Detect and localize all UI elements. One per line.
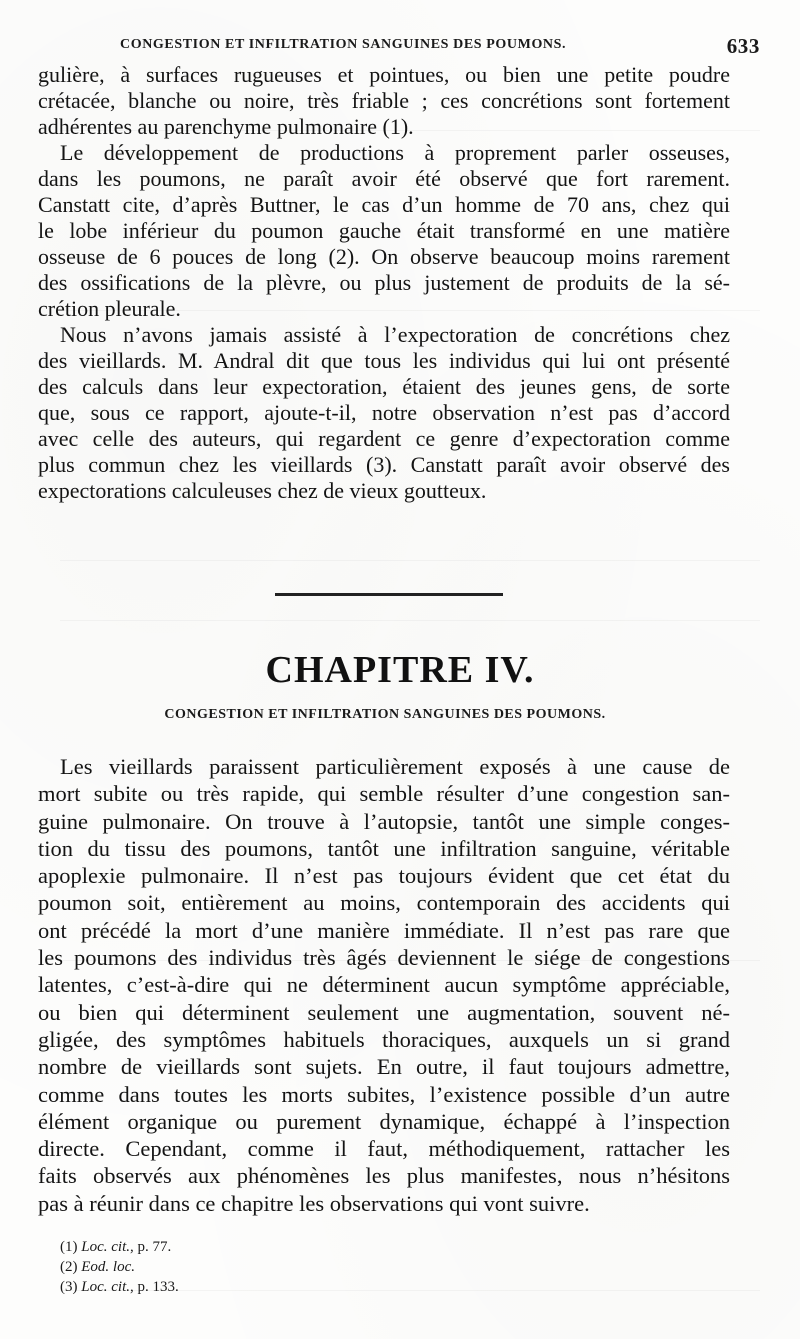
text-line: des ossifications de la plèvre, ou plus justement de produits de la sé- [38, 270, 730, 295]
footnote-number: (3) [60, 1279, 78, 1295]
footnote-reference: Loc. cit. [81, 1279, 130, 1295]
footnotes [60, 1237, 460, 1297]
footnote-page: , p. 77. [130, 1239, 172, 1255]
bleed-through-line [60, 560, 760, 561]
text-line: adhérentes au parenchyme pulmonaire (1). [38, 114, 414, 139]
running-head [120, 34, 760, 60]
text-line: tion du tissu des poumons, tantôt une infiltration sanguine, véritable [38, 835, 730, 861]
text-line: poumon soit, entièrement au moins, contemporain des accidents qui [38, 890, 730, 916]
footnote-number: (2) [60, 1259, 78, 1275]
chapter-subtitle: CONGESTION ET INFILTRATION SANGUINES DES POUMONS. [164, 707, 606, 722]
text-line: ou bien qui déterminent seulement une augmentation, souvent né- [38, 999, 730, 1025]
text-line: dans les poumons, ne paraît avoir été observé que fort rarement. [38, 166, 730, 191]
text-line: crétacée, blanche ou noire, très friable ; ces concrétions sont fortement [38, 88, 730, 113]
text-line: Le développement de productions à proprement parler osseuses, [60, 140, 730, 165]
text-line: mort subite ou très rapide, qui semble résulter d’une congestion san- [38, 781, 730, 807]
footnote-reference: Eod. loc. [81, 1259, 135, 1275]
text-line: faits observés aux phénomènes les plus manifestes, nous n’hésitons [38, 1163, 730, 1189]
chapter-heading: CHAPITRE IV. [265, 649, 535, 691]
text-line: avec celle des auteurs, qui regardent ce genre d’expectoration comme [38, 426, 730, 451]
text-line: comme dans toutes les morts subites, l’existence possible d’un autre [38, 1081, 730, 1107]
text-line: nombre de vieillards sont sujets. En outre, il faut toujours admettre, [38, 1054, 730, 1080]
text-line: gulière, à surfaces rugueuses et pointues, ou bien une petite poudre [38, 62, 730, 87]
footnote-page: , p. 133. [130, 1279, 179, 1295]
text-line: osseuse de 6 pouces de long (2). On observe beaucoup moins rarement [38, 244, 730, 269]
bleed-through-line [60, 620, 760, 621]
text-line: pas à réunir dans ce chapitre les observations qui vont suivre. [38, 1190, 590, 1216]
section-divider-rule [275, 593, 503, 596]
section-1-text [38, 62, 730, 504]
text-line: expectorations calculeuses chez de vieux goutteux. [38, 478, 487, 503]
text-line: Nous n’avons jamais assisté à l’expectoration de concrétions chez [60, 322, 730, 347]
footnote-reference: Loc. cit. [81, 1239, 130, 1255]
text-line: guine pulmonaire. On trouve à l’autopsie, tantôt une simple conges- [38, 808, 730, 834]
text-line: apoplexie pulmonaire. Il n’est pas toujours évident que cet état du [38, 863, 730, 889]
text-line: que, sous ce rapport, ajoute-t-il, notre observation n’est pas d’accord [38, 400, 730, 425]
footnote-number: (1) [60, 1239, 78, 1255]
footnote [60, 1277, 460, 1297]
text-line: des calculs dans leur expectoration, étaient des jeunes gens, de sorte [38, 374, 730, 399]
text-line: Les vieillards paraissent particulièrement exposés à une cause de [60, 754, 730, 779]
footnote [60, 1257, 460, 1277]
text-line: plus commun chez les vieillards (3). Canstatt paraît avoir observé des [38, 452, 730, 477]
text-line: gligée, des symptômes habituels thoraciques, auxquels un si grand [38, 1026, 730, 1052]
text-line: des vieillards. M. Andral dit que tous les individus qui lui ont présenté [38, 348, 730, 373]
text-line: latentes, c’est-à-dire qui ne déterminent aucun symptôme appréciable, [38, 972, 730, 998]
text-line: élément organique ou purement dynamique, échappé à l’inspection [38, 1108, 730, 1134]
text-line: Canstatt cite, d’après Buttner, le cas d’un homme de 70 ans, chez qui [38, 192, 730, 217]
footnote [60, 1237, 460, 1257]
text-line: ont précédé la mort d’une manière immédiate. Il n’est pas rare que [38, 917, 730, 943]
section-2-text [38, 753, 730, 1217]
text-line: les poumons des individus très âgés deviennent le siége de congestions [38, 945, 730, 971]
text-line: crétion pleurale. [38, 296, 181, 321]
text-line: directe. Cependant, comme il faut, méthodiquement, rattacher les [38, 1136, 730, 1162]
running-head-title: CONGESTION ET INFILTRATION SANGUINES DES POUMONS. [120, 37, 567, 52]
page-number: 633 [726, 34, 760, 58]
text-line: le lobe inférieur du poumon gauche était transformé en une matière [38, 218, 730, 243]
